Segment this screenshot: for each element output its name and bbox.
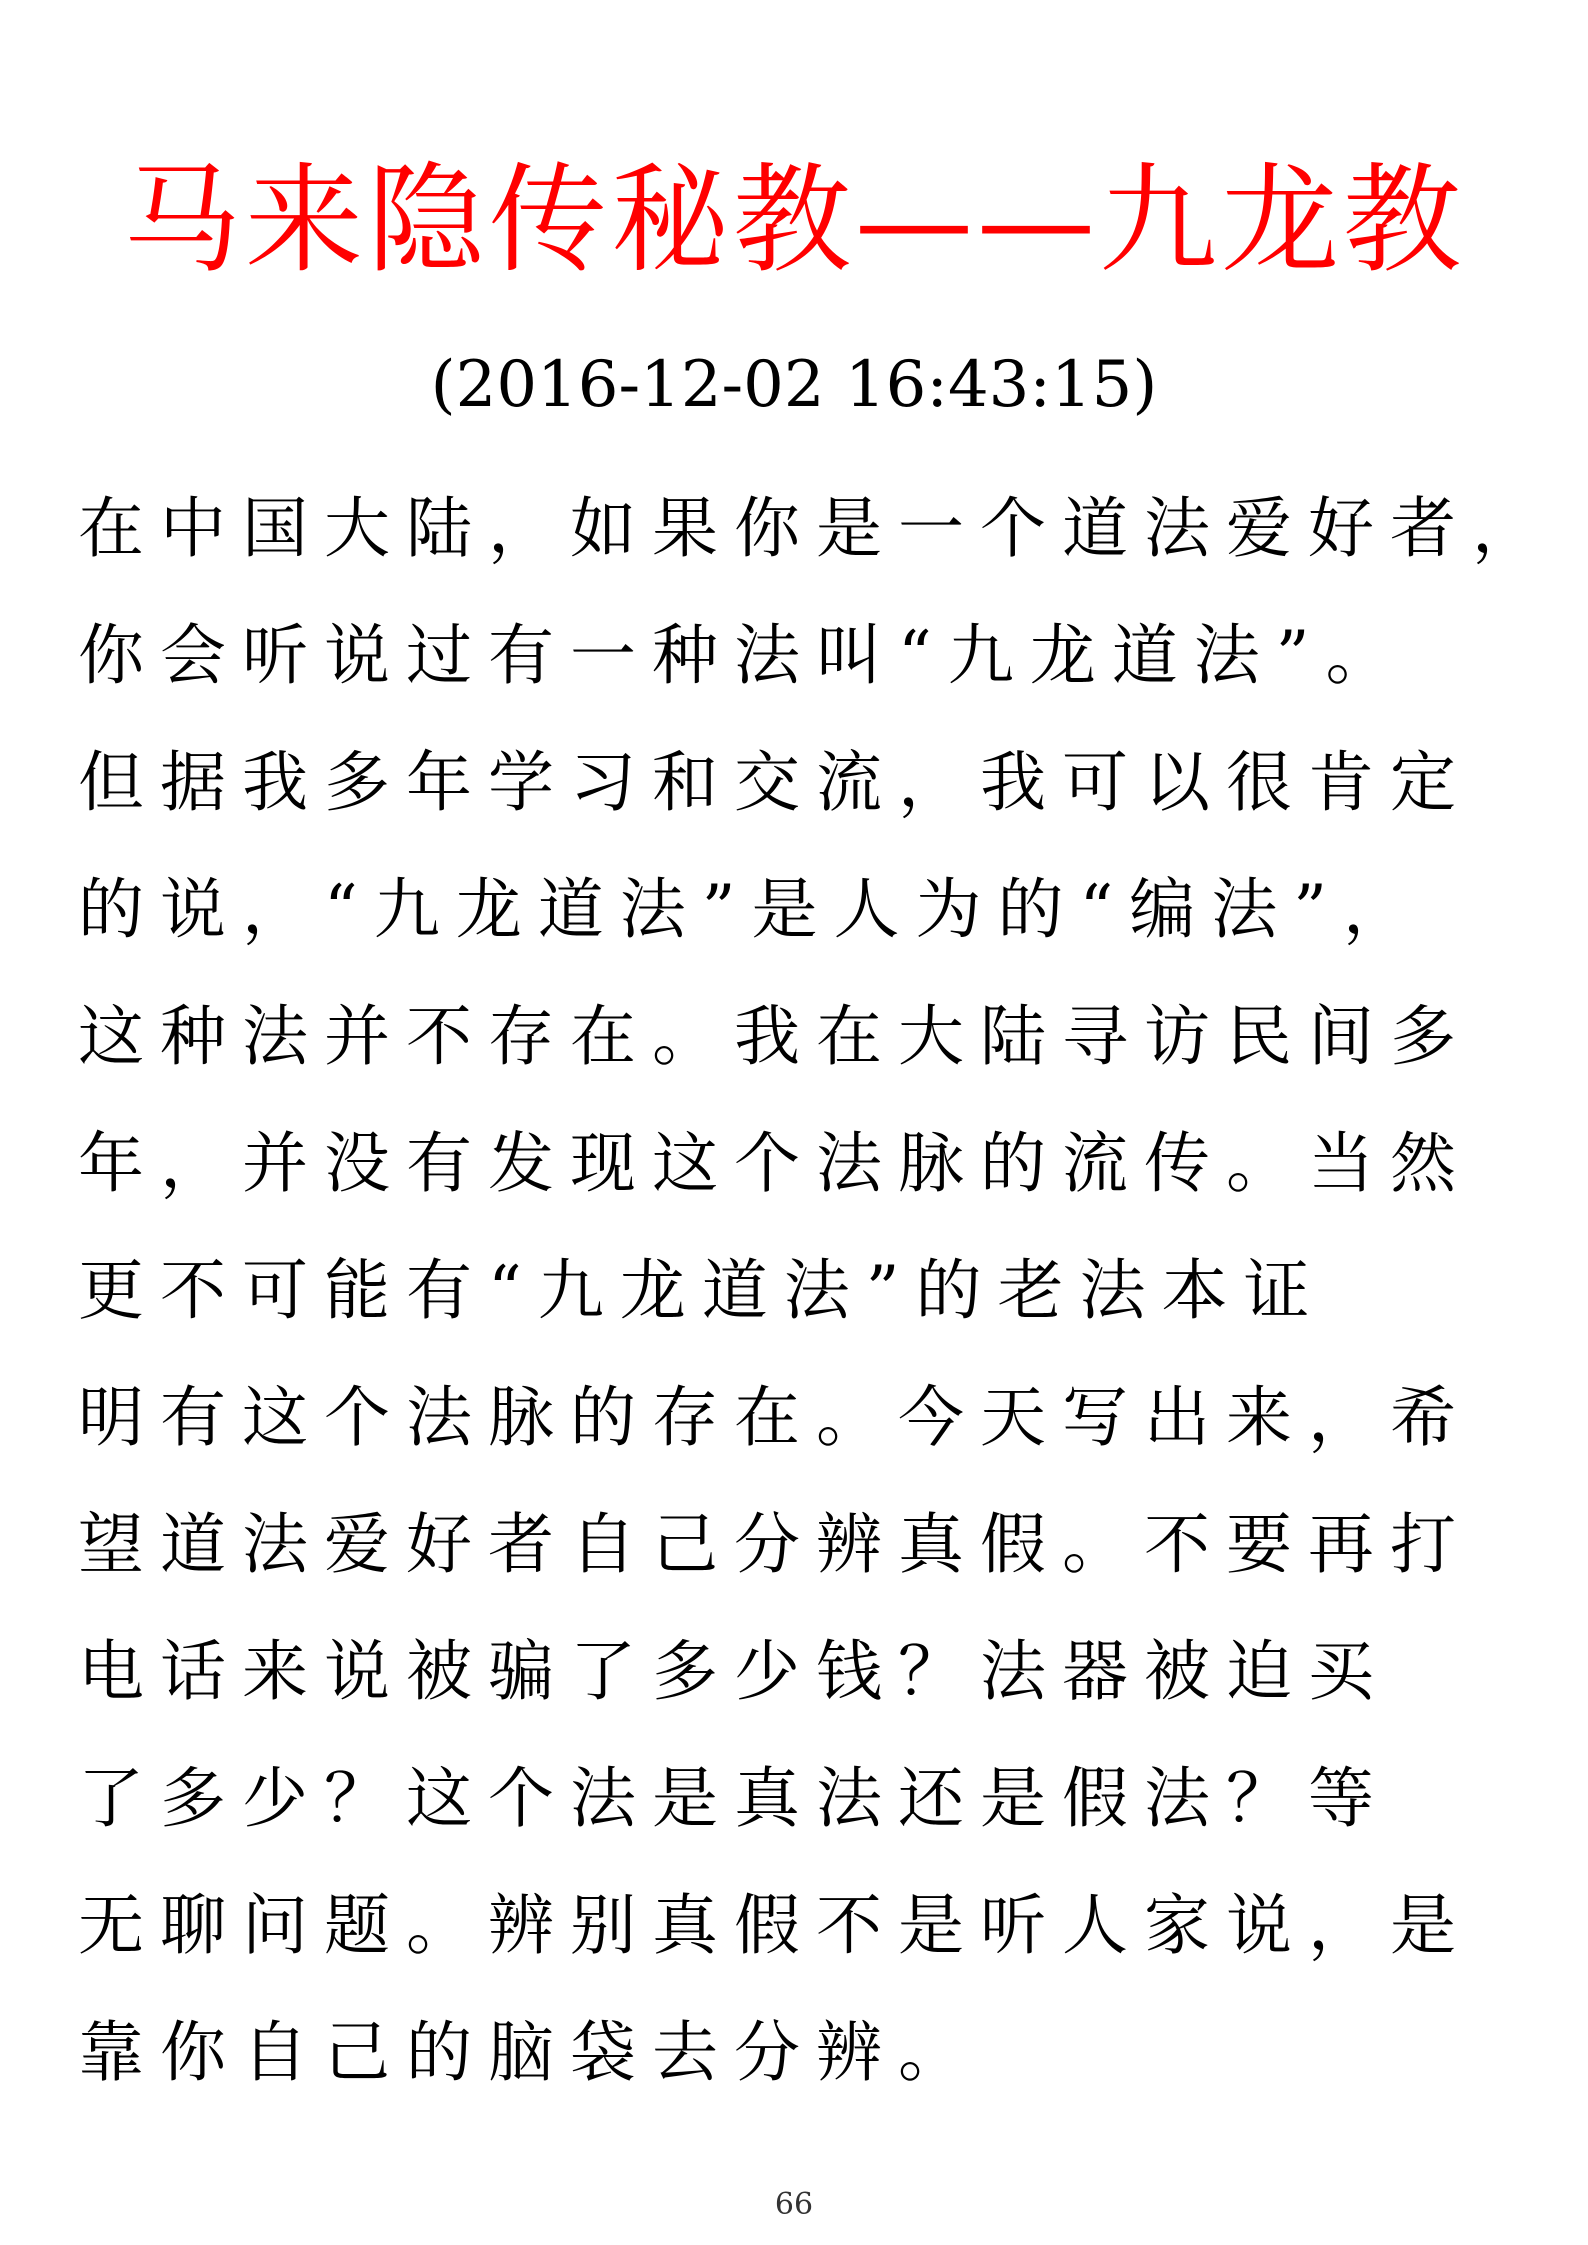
text-line: 无聊问题。辨别真假不是听人家说，是 [78, 1887, 1472, 1964]
text-line: 这种法并不存在。我在大陆寻访民间多 [78, 998, 1472, 1075]
text-line: 的说，“九龙道法”是人为的“编法”， [78, 871, 1425, 948]
text-line: 但据我多年学习和交流，我可以很肯定 [78, 744, 1472, 821]
text-line: 更不可能有“九龙道法”的老法本证 [78, 1252, 1326, 1329]
text-line: 靠你自己的脑袋去分辨。 [78, 2014, 980, 2091]
text-line: 年，并没有发现这个法脉的流传。当然 [78, 1125, 1472, 1202]
body-paragraph [78, 465, 1554, 2116]
page-title: 马来隐传秘教——九龙教 [122, 151, 1465, 289]
text-line: 在中国大陆，如果你是一个道法爱好者， [78, 490, 1554, 567]
post-timestamp: (2016-12-02 16:43:15) [430, 348, 1158, 422]
page-number: 66 [774, 2187, 814, 2222]
text-line: 望道法爱好者自己分辨真假。不要再打 [78, 1506, 1472, 1583]
text-line: 你会听说过有一种法叫“九龙道法”。 [78, 617, 1408, 694]
text-line: 了多少？这个法是真法还是假法？等 [78, 1760, 1390, 1837]
text-line: 明有这个法脉的存在。今天写出来，希 [78, 1379, 1472, 1456]
text-line: 电话来说被骗了多少钱？法器被迫买 [78, 1633, 1390, 1710]
